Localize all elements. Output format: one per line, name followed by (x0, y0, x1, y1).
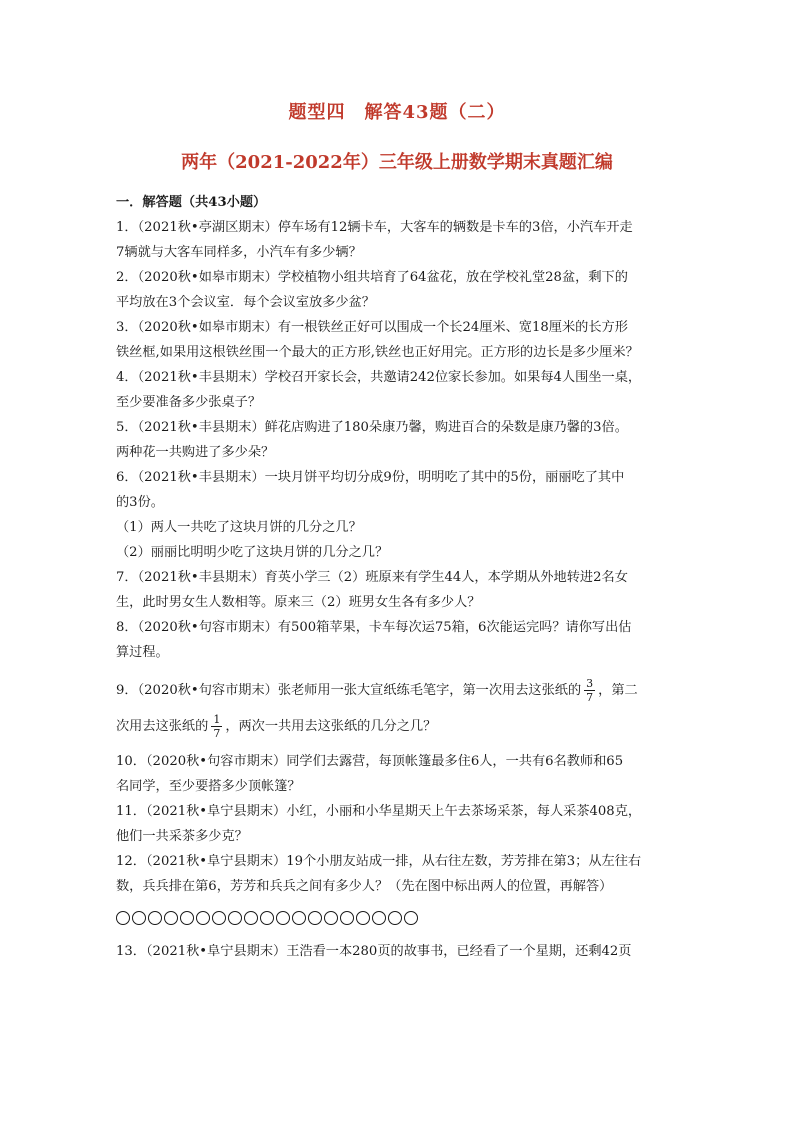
section-heading: 一．解答题（共43小题） (116, 195, 267, 210)
child-circle (196, 911, 210, 925)
question-5-line-2: 两种花一共购进了多少朵？ (116, 445, 275, 460)
child-circle (324, 911, 338, 925)
fraction-denominator: 7 (586, 690, 594, 704)
fraction-numerator: 3 (586, 676, 594, 690)
question-8-line-2: 算过程。 (116, 645, 169, 660)
question-11-line-2: 他们一共采茶多少克？ (116, 829, 248, 844)
child-circle (276, 911, 290, 925)
question-6-sub-1: （1）两人一共吃了这块月饼的几分之几？ (116, 520, 362, 535)
document-subtitle: 两年（2021-2022年）三年级上册数学期末真题汇编 (181, 152, 613, 173)
question-1-line-2: 7辆就与大客车同样多，小汽车有多少辆？ (116, 245, 362, 260)
question-11-line-1: 11．（2021秋•阜宁县期末）小红，小丽和小华星期天上午去茶场采茶，每人采茶408克， (116, 804, 642, 819)
child-circle (164, 911, 178, 925)
question-10-line-1: 10．（2020秋•句容市期末）同学们去露营，每顶帐篷最多住6人，一共有6名教师和65 (116, 754, 624, 769)
child-circle (148, 911, 162, 925)
fraction-numerator: 1 (213, 712, 221, 726)
question-10-line-2: 名同学，至少要搭多少顶帐篷？ (116, 779, 301, 794)
question-3-line-2: 铁丝框,如果用这根铁丝围一个最大的正方形,铁丝也正好用完。正方形的边长是多少厘米？ (116, 345, 639, 360)
question-6-line-1: 6．（2021秋•丰县期末）一块月饼平均切分成9份，明明吃了其中的5份，丽丽吃了其中 (116, 470, 625, 485)
question-6-sub-2: （2）丽丽比明明少吃了这块月饼的几分之几？ (116, 545, 389, 560)
fraction-three-sevenths (584, 677, 595, 704)
fraction-one-seventh (211, 713, 222, 740)
question-12-line-1: 12．（2021秋•阜宁县期末）19个小朋友站成一排，从右往左数，芳芳排在第3；从左往右 (116, 854, 642, 869)
child-circle (244, 911, 258, 925)
children-circle-row (116, 905, 682, 931)
child-circle (260, 911, 274, 925)
fraction-denominator: 7 (213, 726, 221, 740)
question-9-text-2-tail: ，两次一共用去这张纸的几分之几？ (225, 718, 437, 734)
question-7-line-1: 7．（2021秋•丰县期末）育英小学三（2）班原来有学生44人，本学期从外地转进2名女 (116, 570, 628, 585)
question-3-line-1: 3．（2020秋•如皋市期末）有一根铁丝正好可以围成一个长24厘米、宽18厘米的长方形 (116, 320, 628, 335)
question-list (116, 190, 682, 964)
question-9-line-2 (116, 711, 682, 741)
child-circle (212, 911, 226, 925)
question-7-line-2: 生，此时男女生人数相等。原来三（2）班男女生各有多少人？ (116, 595, 481, 610)
question-4-line-1: 4．（2021秋•丰县期末）学校召开家长会，共邀请242位家长参加。如果每4人围坐一桌， (116, 370, 642, 385)
child-circle (228, 911, 242, 925)
question-9-text-1-tail: ，第二 (598, 682, 638, 698)
child-circle (308, 911, 322, 925)
question-8-line-1: 8．（2020秋•句容市期末）有500箱苹果，卡车每次运75箱，6次能运完吗？请你写出估 (116, 620, 632, 635)
question-9-text-1: 9．（2020秋•句容市期末）张老师用一张大宣纸练毛笔字，第一次用去这张纸的 (116, 682, 582, 698)
child-circle (356, 911, 370, 925)
question-12-line-2: 数，兵兵排在第6，芳芳和兵兵之间有多少人？（先在图中标出两人的位置，再解答） (116, 879, 613, 894)
document-title: 题型四 解答43题（二） (288, 102, 506, 123)
question-2-line-1: 2．（2020秋•如皋市期末）学校植物小组共培育了64盆花，放在学校礼堂28盆，剩下的 (116, 270, 628, 285)
question-13-line-1: 13．（2021秋•阜宁县期末）王浩看一本280页的故事书，已经看了一个星期，还剩42页 (116, 944, 632, 959)
question-6-line-2: 的3份。 (116, 495, 164, 510)
child-circle (388, 911, 402, 925)
question-9-text-2: 次用去这张纸的 (116, 718, 209, 734)
child-circle (132, 911, 146, 925)
child-circle (340, 911, 354, 925)
child-circle (292, 911, 306, 925)
question-4-line-2: 至少要准备多少张桌子？ (116, 395, 262, 410)
child-circle (116, 911, 130, 925)
question-1-line-1: 1．（2021秋•亭湖区期末）停车场有12辆卡车，大客车的辆数是卡车的3倍，小汽车开走 (116, 220, 633, 235)
child-circle (404, 911, 418, 925)
question-9-line-1 (116, 675, 682, 705)
child-circle (372, 911, 386, 925)
child-circle (180, 911, 194, 925)
question-2-line-2: 平均放在3个会议室．每个会议室放多少盆？ (116, 295, 375, 310)
question-5-line-1: 5．（2021秋•丰县期末）鲜花店购进了180朵康乃馨，购进百合的朵数是康乃馨的3倍。 (116, 420, 628, 435)
